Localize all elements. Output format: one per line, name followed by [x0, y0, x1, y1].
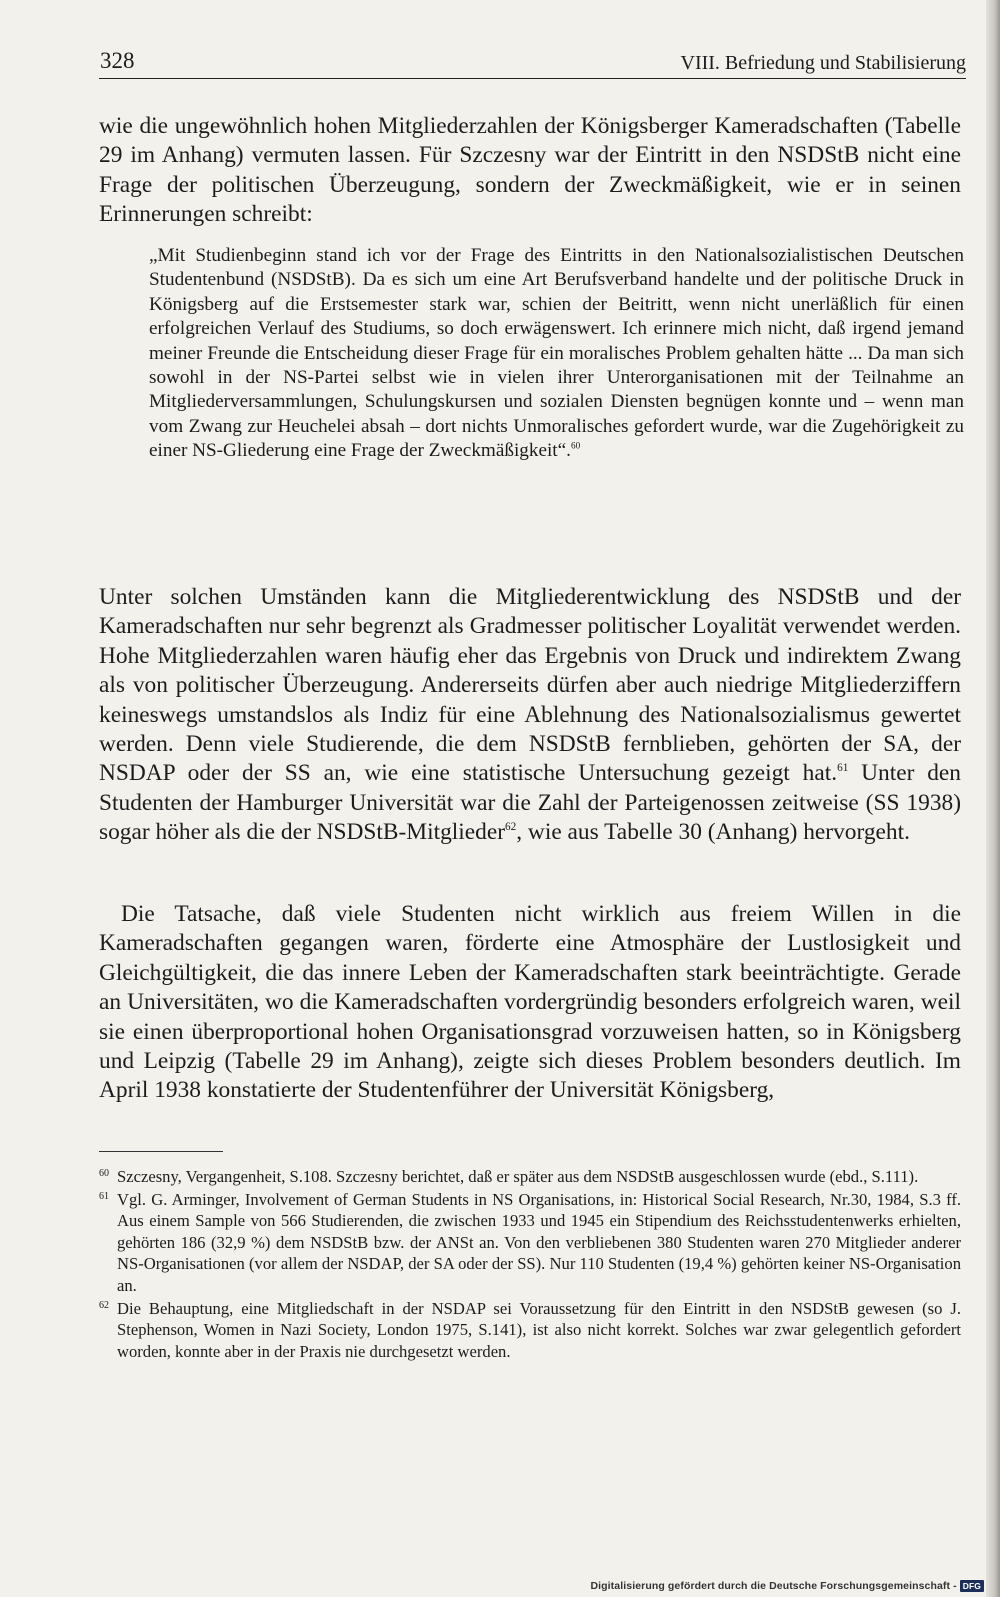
block-quote — [149, 244, 964, 464]
footnote-ref-60[interactable]: 60 — [570, 440, 581, 451]
paragraph-2-text-a: Unter solchen Umständen kann die Mitgliederentwicklung des NSDStB und der Kameradschaften nur sehr begrenzt als Gradmesser politischer Loyalität verwendet werden. Hohe Mitgliederzahlen waren häufig eher das Ergebnis von Druck und indirektem Zwang als von politischer Überzeugung. Andererseits dürfen aber auch niedrige Mitgliederziffern keineswegs umstandslos als Indiz für eine Ablehnung des Nationalsozialismus gewertet werden. Denn viele Studierende, die dem NSDStB fernblieben, gehörten der SA, der NSDAP oder der SS an, wie eine statistische Untersuchung gezeigt hat. — [99, 584, 961, 787]
body-paragraph-2 — [99, 583, 961, 848]
footnotes — [99, 1166, 961, 1363]
header-rule — [99, 78, 966, 79]
dfg-logo: DFG — [960, 1580, 984, 1592]
footnote-mark: 62 — [99, 1299, 109, 1311]
quote-text: „Mit Studienbeginn stand ich vor der Frage des Eintritts in den Nationalsozialistischen Deutschen Studentenbund (NSDStB). Da es sich um eine Art Berufsverband handelte und der politische Druck in Königsberg auf die Erstsemester stark war, schien der Beitritt, wenn nicht unerläßlich für einen erfolgreichen Verlauf des Studiums, so doch erwägenswert. Ich erinnere mich nicht, daß irgend jemand meiner Freunde die Entscheidung dieser Frage für ein moralisches Problem gehalten hätte ... Da man sich sowohl in der NS-Partei selbst wie in vielen ihrer Unterorganisationen mit der Teilnahme an Mitgliederversammlungen, Schulungskursen und sozialen Diensten begnügen konnte und – wenn man vom Zwang zur Heuchelei absah – dort nichts Unmoralisches gefordert wurde, war die Zugehörigkeit zu einer NS-Gliederung eine Frage der Zweckmäßigkeit“. — [149, 245, 964, 462]
footnote-text: Die Behauptung, eine Mitgliedschaft in der NSDAP sei Voraussetzung für den Eintritt in den NSDStB gewesen (so J. Stephenson, Women in Nazi Society, London 1975, S.141), ist also nicht korrekt. Solches war zwar gelegentlich gefordert worden, konnte aber in der Praxis nie durchgesetzt werden. — [117, 1298, 961, 1361]
footnote-separator — [99, 1151, 223, 1152]
footnote-ref-62[interactable]: 62 — [505, 821, 517, 834]
paragraph-2-text-b: Unter den Studenten der Hamburger Universität war die Zahl der Parteigenossen zeitweise (SS 1938) sogar höher als die der NSDStB-Mitglieder — [99, 760, 961, 846]
page-number: 328 — [100, 48, 135, 73]
footnote-mark: 60 — [99, 1168, 109, 1179]
footnote-text: Szczesny, Vergangenheit, S.108. Szczesny berichtet, daß er später aus dem NSDStB ausgeschlossen wurde (ebd., S.111). — [117, 1167, 919, 1186]
paragraph-2-text-c: , wie aus Tabelle 30 (Anhang) hervorgeht. — [516, 819, 910, 846]
page-gutter-shadow — [986, 0, 1000, 1597]
footnote-text: Vgl. G. Arminger, Involvement of German Students in NS Organisations, in: Historical Social Research, Nr.30, 1984, S.3 ff. Aus einem Sample von 566 Studierenden, die zwischen 1933 und 1945 ein Stipendium des Reichsstudentenwerks erhielten, gehörten 186 (32,9 %) dem NSDStB bzw. der ANSt an. Von den verbliebenen 380 Studenten waren 270 Mitglieder anderer NS-Organisationen (vor allem der NSDAP, der SA oder der SS). Nur 110 Studenten (19,4 %) gehörten keiner NS-Organisation an. — [117, 1189, 961, 1295]
body-paragraph-1: wie die ungewöhnlich hohen Mitgliederzahlen der Königsberger Kameradschaften (Tabelle 29 im Anhang) vermuten lassen. Für Szczesny war der Eintritt in den NSDStB nicht eine Frage der politischen Überzeugung, sondern der Zweckmäßigkeit, wie er in seinen Erinnerungen schreibt: — [99, 113, 961, 228]
footnote-ref-61[interactable]: 61 — [837, 762, 849, 775]
footnote-62 — [99, 1298, 961, 1363]
running-head: VIII. Befriedung und Stabilisierung — [680, 52, 966, 74]
digitization-note: Digitalisierung gefördert durch die Deutsche Forschungsgemeinschaft - — [590, 1580, 957, 1592]
footnote-mark: 61 — [99, 1190, 109, 1202]
footnote-61 — [99, 1189, 961, 1297]
digitization-footer — [590, 1580, 984, 1592]
page-header — [100, 48, 966, 80]
footnote-60 — [99, 1166, 961, 1188]
body-paragraph-3: Die Tatsache, daß viele Studenten nicht wirklich aus freiem Willen in die Kameradschaften gegangen waren, förderte eine Atmosphäre der Lustlosigkeit und Gleichgültigkeit, die das innere Leben der Kameradschaften stark beeinträchtigte. Gerade an Universitäten, wo die Kameradschaften vordergründig besonders erfolgreich waren, weil sie einen überproportional hohen Organisationsgrad vorzuweisen hatten, so in Königsberg und Leipzig (Tabelle 29 im Anhang), zeigte sich dieses Problem besonders deutlich. Im April 1938 konstatierte der Studentenführer der Universität Königsberg, — [99, 901, 961, 1104]
